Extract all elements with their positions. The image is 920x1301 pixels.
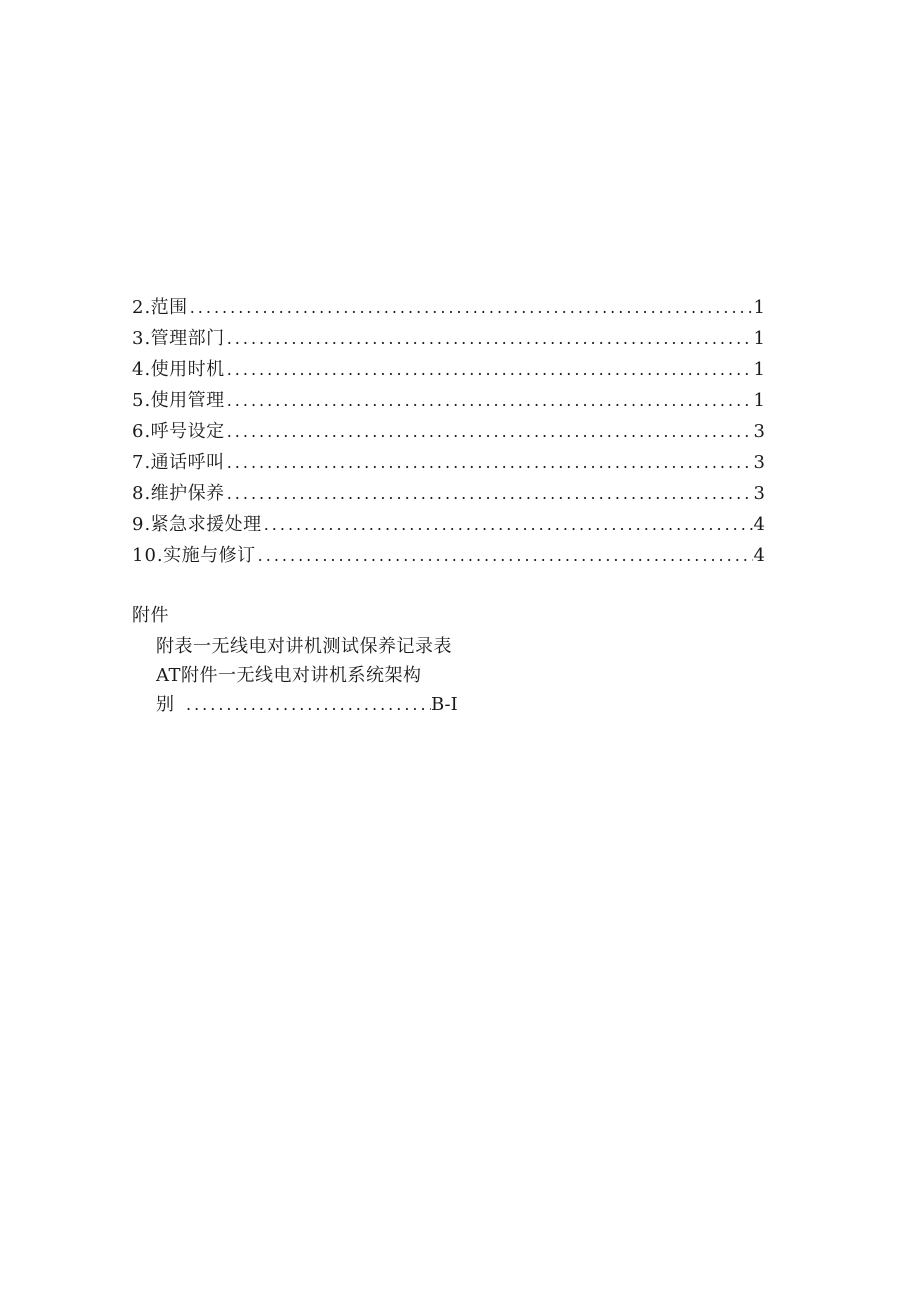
toc-entry-number: 2 [132,297,145,318]
toc-entry-title: .使用时机 [144,359,225,380]
toc-leader-dots [225,416,753,447]
toc-entry-title: .呼号设定 [144,421,225,442]
toc-entry-title: .管理部门 [144,328,225,349]
toc-leader-dots [225,478,753,509]
toc-entry-number: 7 [132,452,145,473]
appendix-item[interactable]: 附表一无线电对讲机测试保养记录表 [156,636,452,657]
toc-entry-title: .通话呼叫 [144,452,225,473]
toc-entry[interactable] [132,540,765,571]
toc-entry-page: 1 [753,359,765,380]
toc-leader-dots [225,447,753,478]
toc-entry-title: .实施与修订 [156,545,256,566]
toc-entry-number: 6 [132,421,145,442]
appendix-tail-page: B-I [431,694,458,715]
toc-entry-title: .范围 [144,297,188,318]
appendix-heading: 附件 [132,605,169,626]
toc-leader-dots [262,509,753,540]
toc-entry-number: 4 [132,359,145,380]
toc-entry-title: .使用管理 [144,390,225,411]
table-of-contents [132,292,765,571]
toc-leader-dots [256,540,753,571]
toc-leader-dots [225,385,753,416]
toc-entry-page: 1 [753,390,765,411]
toc-entry-page: 4 [753,545,765,566]
toc-entry[interactable] [132,478,765,509]
toc-entry-number: 10 [132,545,157,566]
toc-leader-dots [186,690,431,719]
toc-entry-page: 1 [753,328,765,349]
toc-entry-page: 3 [753,452,765,473]
toc-entry-title: .维护保养 [144,483,225,504]
toc-entry[interactable] [132,292,765,323]
appendix-item[interactable]: AT附件一无线电对讲机系统架构 [156,665,422,686]
appendix-section [132,600,632,719]
toc-entry[interactable] [132,323,765,354]
toc-entry[interactable] [132,416,765,447]
toc-leader-dots [188,292,753,323]
appendix-item-continuation[interactable] [132,690,632,719]
toc-entry[interactable] [132,354,765,385]
toc-entry-page: 1 [753,297,765,318]
toc-leader-dots [225,323,753,354]
toc-entry-number: 5 [132,390,145,411]
appendix-tail-text: 别 [156,694,174,715]
toc-entry-number: 9 [132,514,145,535]
toc-entry[interactable] [132,509,765,540]
toc-entry-number: 3 [132,328,145,349]
toc-entry-page: 3 [753,483,765,504]
toc-entry-number: 8 [132,483,145,504]
toc-entry-title: .紧急求援处理 [144,514,262,535]
toc-entry-page: 3 [753,421,765,442]
toc-entry[interactable] [132,385,765,416]
toc-entry[interactable] [132,447,765,478]
toc-leader-dots [225,354,753,385]
toc-entry-page: 4 [753,514,765,535]
